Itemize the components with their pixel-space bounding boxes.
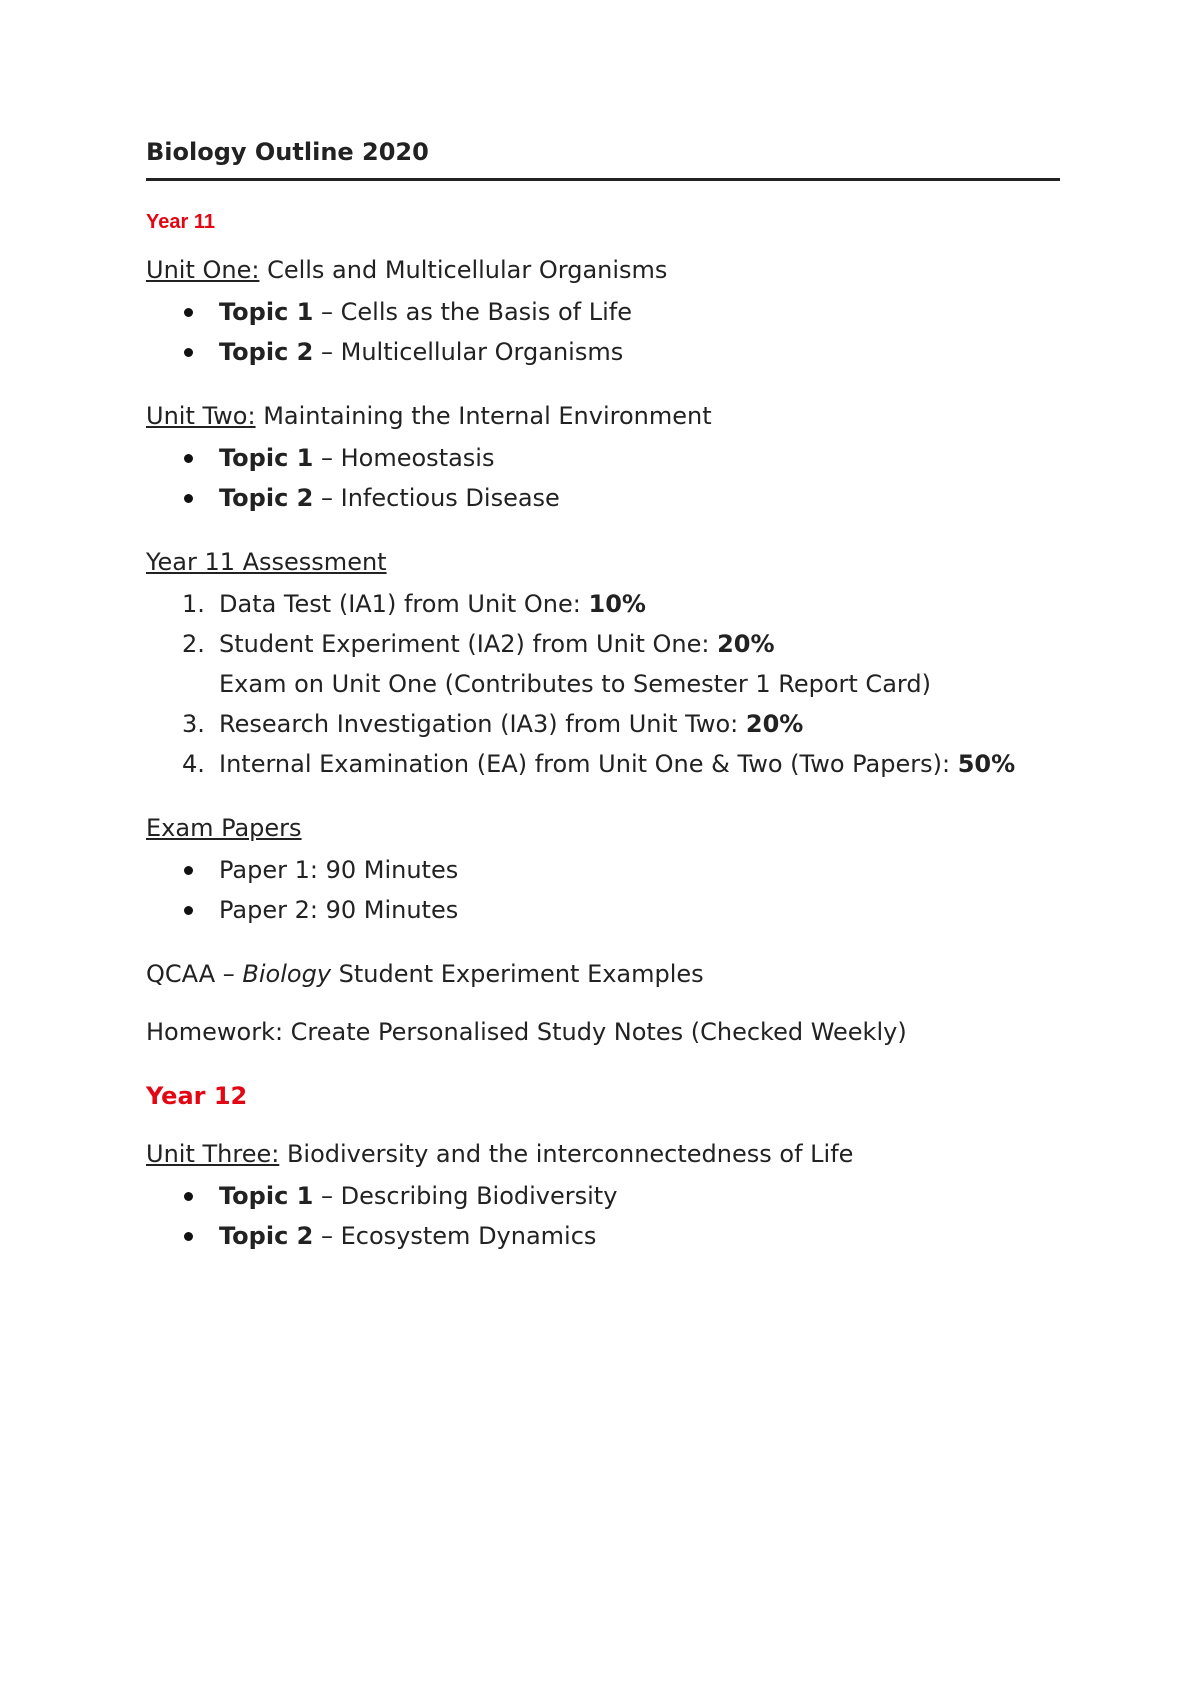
topic-separator: –	[313, 444, 341, 472]
topic-label: Topic 2	[219, 338, 314, 366]
list-item	[146, 704, 1060, 744]
exam-papers-heading	[146, 814, 1060, 842]
bullet-icon	[184, 906, 193, 915]
unit-three-label: Unit Three:	[146, 1140, 280, 1168]
list-item	[146, 332, 1060, 372]
list-item	[146, 624, 1060, 704]
assessment-list	[146, 584, 1060, 784]
item-number: 4.	[182, 750, 205, 778]
topic-label: Topic 2	[219, 1222, 314, 1250]
topic-text: Multicellular Organisms	[340, 338, 624, 366]
unit-two-name: Maintaining the Internal Environment	[255, 402, 712, 430]
bullet-icon	[184, 866, 193, 875]
list-item	[146, 744, 1060, 784]
item-text: Student Experiment (IA2) from Unit One:	[219, 630, 718, 658]
topic-text: Describing Biodiversity	[340, 1182, 618, 1210]
unit-three-name: Biodiversity and the interconnectedness of Life	[279, 1140, 854, 1168]
bullet-icon	[184, 308, 193, 317]
paper-text: Paper 2: 90 Minutes	[219, 896, 459, 924]
list-item	[146, 890, 1060, 930]
item-weight: 50%	[957, 750, 1016, 778]
bullet-icon	[184, 454, 193, 463]
paper-text: Paper 1: 90 Minutes	[219, 856, 459, 884]
item-number: 3.	[182, 710, 205, 738]
bullet-icon	[184, 494, 193, 503]
unit-three-line	[146, 1140, 1060, 1168]
item-number: 2.	[182, 630, 205, 658]
bullet-icon	[184, 348, 193, 357]
item-number: 1.	[182, 590, 205, 618]
unit-two-line	[146, 402, 1060, 430]
topic-text: Infectious Disease	[340, 484, 560, 512]
item-text: Data Test (IA1) from Unit One:	[219, 590, 589, 618]
exam-papers-heading-text: Exam Papers	[146, 814, 302, 842]
year-12-heading: Year 12	[146, 1082, 248, 1110]
year-11-heading: Year 11	[146, 211, 215, 233]
topic-label: Topic 1	[219, 1182, 314, 1210]
exam-papers-list	[146, 850, 1060, 930]
bullet-icon	[184, 1192, 193, 1201]
topic-separator: –	[313, 298, 341, 326]
qcaa-suffix: Student Experiment Examples	[331, 960, 704, 988]
topic-separator: –	[313, 1222, 341, 1250]
topic-separator: –	[313, 484, 341, 512]
homework-line: Homework: Create Personalised Study Notes (Checked Weekly)	[146, 1018, 907, 1046]
topic-separator: –	[313, 338, 341, 366]
item-note: Exam on Unit One (Contributes to Semester 1 Report Card)	[219, 670, 931, 698]
item-text: Internal Examination (EA) from Unit One & Two (Two Papers):	[219, 750, 958, 778]
topic-text: Cells as the Basis of Life	[340, 298, 632, 326]
topic-text: Homeostasis	[340, 444, 495, 472]
topic-text: Ecosystem Dynamics	[340, 1222, 597, 1250]
item-weight: 10%	[588, 590, 646, 618]
topic-label: Topic 1	[219, 298, 314, 326]
bullet-icon	[184, 1232, 193, 1241]
unit-two-label: Unit Two:	[146, 402, 256, 430]
topic-label: Topic 1	[219, 444, 314, 472]
assessment-heading-text: Year 11 Assessment	[146, 548, 387, 576]
unit-one-name: Cells and Multicellular Organisms	[259, 256, 668, 284]
list-item	[146, 584, 1060, 624]
unit-one-line	[146, 256, 1060, 284]
list-item	[146, 850, 1060, 890]
topic-separator: –	[313, 1182, 341, 1210]
list-item	[146, 292, 1060, 332]
assessment-heading	[146, 548, 1060, 576]
list-item	[146, 478, 1060, 518]
item-text: Research Investigation (IA3) from Unit Two:	[219, 710, 746, 738]
document-body	[146, 138, 1060, 1256]
unit-three-topics	[146, 1176, 1060, 1256]
unit-one-topics	[146, 292, 1060, 372]
document-title: Biology Outline 2020	[146, 138, 1060, 181]
item-weight: 20%	[717, 630, 775, 658]
list-item	[146, 1176, 1060, 1216]
qcaa-italic: Biology	[242, 960, 332, 988]
unit-two-topics	[146, 438, 1060, 518]
qcaa-line	[146, 960, 1060, 988]
list-item	[146, 1216, 1060, 1256]
unit-one-label: Unit One:	[146, 256, 260, 284]
qcaa-prefix: QCAA –	[146, 960, 243, 988]
item-weight: 20%	[745, 710, 804, 738]
list-item	[146, 438, 1060, 478]
topic-label: Topic 2	[219, 484, 314, 512]
